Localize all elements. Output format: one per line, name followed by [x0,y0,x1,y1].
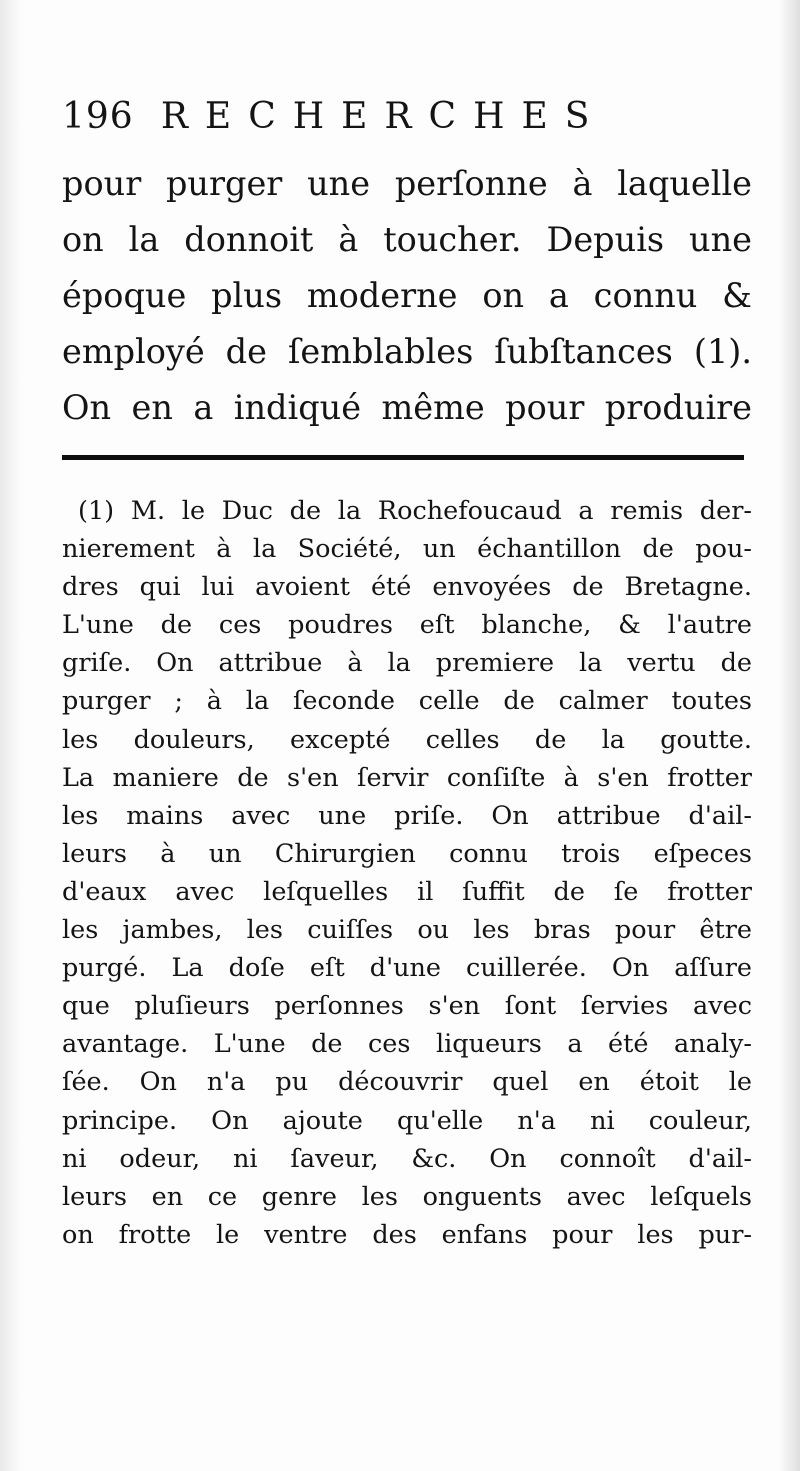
footnote-line: leurs en ce genre les onguents avec leſquels [62,1181,752,1212]
running-head: RECHERCHES [160,96,607,137]
footnote-line: leurs à un Chirurgien connu trois eſpeces [62,838,752,869]
footnote-line: on frotte le ventre des enfans pour les pur- [62,1219,752,1250]
footnote [62,492,752,1254]
footnote-line: purgé. La doſe eſt d'une cuillerée. On aſſure [62,953,752,984]
footnote-line: (1) M. le Duc de la Rochefoucaud a remis der- [78,496,752,526]
body-line: On en a indiqué même pour produire [62,388,752,427]
footnote-rule [62,455,744,460]
footnote-line: nierement à la Société, un échantillon de pou- [62,534,752,565]
footnote-line: les mains avec une priſe. On attribue d'ail- [62,800,752,831]
footnote-line: d'eaux avec leſquelles il ſuffit de ſe frotter [62,876,752,907]
footnote-line: ni odeur, ni ſaveur, &c. On connoît d'ail- [62,1143,752,1174]
footnote-line: dres qui lui avoient été envoyées de Bretagne. [62,572,752,603]
footnote-line: que pluſieurs perſonnes s'en ſont ſervies avec [62,991,752,1022]
body-line: on la donnoit à toucher. Depuis une [62,220,752,259]
footnote-line: avantage. L'une de ces liqueurs a été analy- [62,1029,752,1060]
footnote-line: L'une de ces poudres eſt blanche, & l'autre [62,610,752,641]
footnote-line: principe. On ajoute qu'elle n'a ni couleur, [62,1105,752,1136]
footnote-line: La maniere de s'en ſervir conſiſte à s'en frotter [62,762,752,793]
footnote-line: ſée. On n'a pu découvrir quel en étoit le [62,1067,752,1098]
footnote-line: griſe. On attribue à la premiere la vertu de [62,648,752,679]
body-line: pour purger une perſonne à laquelle [62,164,752,203]
right-edge-shadow [778,0,800,1471]
page-header [62,96,762,146]
footnote-line: purger ; à la ſeconde celle de calmer toutes [62,686,752,717]
page-number: 196 [62,96,134,137]
footnote-line: les jambes, les cuiſſes ou les bras pour être [62,915,752,946]
main-text [62,156,752,436]
left-edge-shadow [0,0,22,1471]
footnote-line: les douleurs, excepté celles de la goutte. [62,724,752,755]
body-line: employé de ſemblables ſubſtances (1). [62,332,752,371]
body-line: époque plus moderne on a connu & [62,276,752,315]
